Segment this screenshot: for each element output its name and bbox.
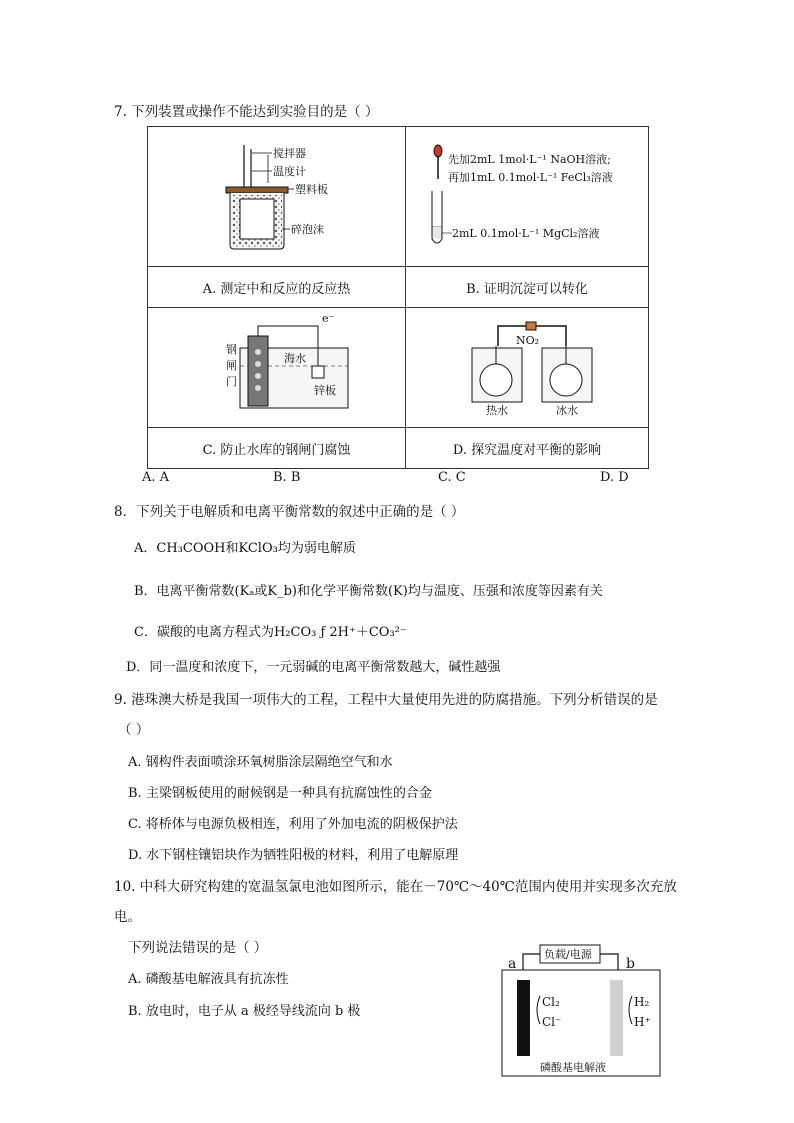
cl2-label: Cl₂ xyxy=(542,995,560,1009)
gate-char-3: 门 xyxy=(226,375,237,388)
electrode-a-label: a xyxy=(508,956,517,972)
electrode-b-label: b xyxy=(626,956,635,972)
steel-gate-diagram xyxy=(148,308,405,423)
plastic-board-label: 塑料板 xyxy=(295,183,328,196)
stirrer-label: 搅拌器 xyxy=(273,147,306,160)
q7-choice-b[interactable]: B. B xyxy=(273,470,301,485)
q9-stem-line2: （ ） xyxy=(118,722,150,738)
q7-cell-b-figure xyxy=(406,127,649,267)
no2-label: NO₂ xyxy=(516,334,540,347)
cl-ion-label: Cl⁻ xyxy=(542,1015,562,1029)
reagent-line1: 先加2mL 1mol·L⁻¹ NaOH溶液; xyxy=(448,153,611,166)
q7-choice-d[interactable]: D. D xyxy=(600,470,629,485)
q9-option-d[interactable]: D. 水下钢柱镶铝块作为牺牲阳极的材料，利用了电解原理 xyxy=(128,848,459,863)
load-source-label: 负载/电源 xyxy=(544,948,592,961)
electrolyte-label: 磷酸基电解液 xyxy=(540,1061,606,1074)
q9-option-c[interactable]: C. 将桥体与电源负极相连，利用了外加电流的阴极保护法 xyxy=(128,817,458,832)
q7-cell-b-caption: B. 证明沉淀可以转化 xyxy=(406,267,649,308)
q7-cell-c-caption: C. 防止水库的钢闸门腐蚀 xyxy=(148,428,406,469)
hot-water-label: 热水 xyxy=(486,404,508,417)
h2-label: H₂ xyxy=(634,995,650,1009)
zinc-plate-label: 锌板 xyxy=(314,384,336,397)
q10-option-a[interactable]: A. 磷酸基电解液具有抗冻性 xyxy=(128,972,289,987)
h-ion-label: H⁺ xyxy=(634,1015,651,1029)
gate-char-1: 钢 xyxy=(226,343,237,356)
foam-label: 碎泡沫 xyxy=(291,223,324,236)
q10-option-b[interactable]: B. 放电时，电子从 a 极经导线流向 b 极 xyxy=(128,1004,361,1019)
q7-stem: 7. 下列装置或操作不能达到实验目的是（ ） xyxy=(114,104,379,120)
ice-water-label: 冰水 xyxy=(556,404,578,417)
thermometer-label: 温度计 xyxy=(273,165,306,178)
precipitate-diagram xyxy=(406,127,648,262)
q7-option-table xyxy=(147,126,649,469)
q7-choice-a[interactable]: A. A xyxy=(142,470,170,485)
q10-stem-line3: 下列说法错误的是（ ） xyxy=(128,940,268,956)
q8-option-a[interactable]: A．CH₃COOH和KClO₃均为弱电解质 xyxy=(134,541,356,556)
q10-stem-line1: 10. 中科大研究构建的宽温氢氯电池如图所示，能在－70℃～40℃范围内使用并实现多次充放 xyxy=(114,879,677,895)
q8-option-b[interactable]: B．电离平衡常数(Kₐ或K_b)和化学平衡常数(K)均与温度、压强和浓度等因素有关 xyxy=(134,584,603,599)
seawater-label: 海水 xyxy=(284,352,306,365)
electrode-b xyxy=(610,980,623,1056)
q8-option-d[interactable]: D．同一温度和浓度下，一元弱碱的电离平衡常数越大，碱性越强 xyxy=(126,660,501,675)
q10-stem-line2: 电。 xyxy=(114,909,141,925)
calorimeter-diagram xyxy=(148,127,405,262)
q9-option-b[interactable]: B. 主梁钢板使用的耐候钢是一种具有抗腐蚀性的合金 xyxy=(128,786,432,801)
electron-label: e⁻ xyxy=(322,312,335,325)
q7-cell-c-figure xyxy=(148,308,406,428)
reagent-line3: 2mL 0.1mol·L⁻¹ MgCl₂溶液 xyxy=(452,227,600,240)
q7-cell-d-figure xyxy=(406,308,649,428)
q9-option-a[interactable]: A. 钢构件表面喷涂环氧树脂涂层隔绝空气和水 xyxy=(128,755,393,770)
reagent-line2: 再加1mL 0.1mol·L⁻¹ FeCl₃溶液 xyxy=(448,171,613,184)
q7-cell-a-caption: A. 测定中和反应的反应热 xyxy=(148,267,406,308)
q9-stem-line1: 9. 港珠澳大桥是我国一项伟大的工程，工程中大量使用先进的防腐措施。下列分析错误的是 xyxy=(114,692,658,708)
no2-equilibrium-diagram xyxy=(406,308,648,423)
q8-option-c[interactable]: C．碳酸的电离方程式为H₂CO₃ ƒ 2H⁺＋CO₃²⁻ xyxy=(134,625,407,640)
q7-choice-c[interactable]: C. C xyxy=(438,470,466,485)
q7-cell-a-figure xyxy=(148,127,406,267)
q7-cell-d-caption: D. 探究温度对平衡的影响 xyxy=(406,428,649,469)
electrode-a xyxy=(517,980,530,1056)
gate-char-2: 闸 xyxy=(226,359,237,372)
q8-stem: 8．下列关于电解质和电离平衡常数的叙述中正确的是（ ） xyxy=(114,504,465,520)
hydrogen-chlorine-cell-diagram xyxy=(500,940,672,1080)
